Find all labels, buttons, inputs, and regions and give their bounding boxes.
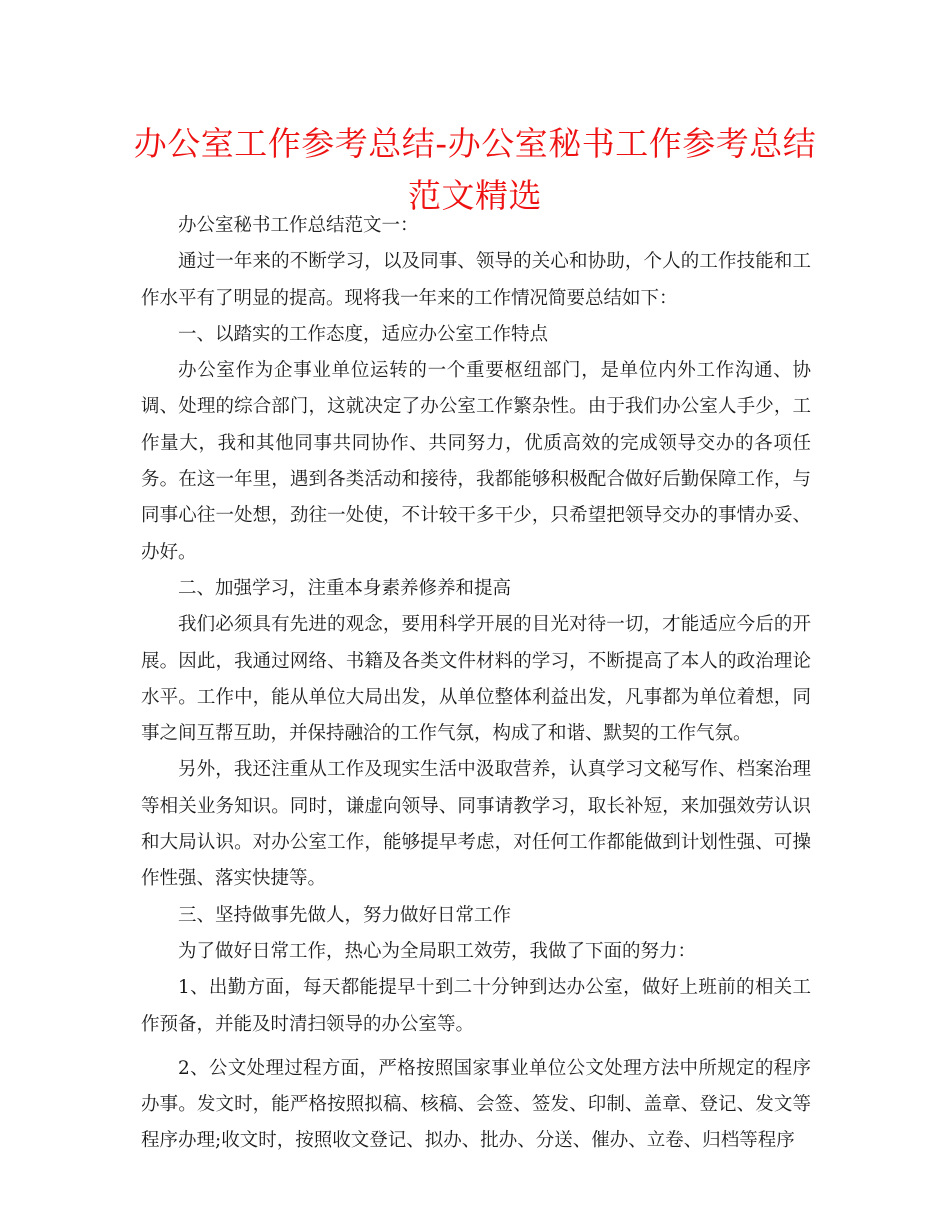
paragraph-section-3-intro: 为了做好日常工作，热心为全局职工效劳，我做了下面的努力： — [178, 940, 697, 962]
document-body — [141, 208, 811, 1160]
list-item-document-processing: 2、公文处理过程方面，严格按照国家事业单位公文处理方法中所规定的程序办事。发文时，能严格按照拟稿、核稿、会签、签发、印制、盖章、登记、发文等程序办理;收文时，按照收文登记、拟办、批办、分送、催办、立卷、归档等程序 — [141, 1057, 811, 1152]
list-item-attendance: 1、出勤方面，每天都能提早十到二十分钟到达办公室，做好上班前的相关工作预备，并能及时清扫领导的办公室等。 — [141, 977, 811, 1035]
document-title: 办公室工作参考总结-办公室秘书工作参考总结范文精选 — [133, 124, 817, 215]
paragraph-section-2b: 另外，我还注重从工作及现实生活中汲取营养，认真学习文秘写作、档案治理等相关业务知识。同时，谦虚向领导、同事请教学习，取长补短，来加强效劳认识和大局认识。对办公室工作，能够提早考虑，对任何工作都能做到计划性强、可操作性强、落实快捷等。 — [141, 759, 811, 890]
paragraph-section-1: 办公室作为企事业单位运转的一个重要枢纽部门，是单位内外工作沟通、协调、处理的综合部门，这就决定了办公室工作繁杂性。由于我们办公室人手少，工作量大，我和其他同事共同协作、共同努力，优质高效的完成领导交办的各项任务。在这一年里，遇到各类活动和接待，我都能够积极配合做好后勤保障工作，与同事心往一处想，劲往一处使，不计较干多干少，只希望把领导交办的事情办妥、办好。 — [141, 360, 811, 563]
section-heading-2: 二、加强学习，注重本身素养修养和提高 — [178, 577, 512, 599]
paragraph-intro-heading: 办公室秘书工作总结范文一： — [178, 215, 419, 236]
section-heading-1: 一、以踏实的工作态度，适应办公室工作特点 — [178, 323, 549, 345]
paragraph-section-2a: 我们必须具有先进的观念，要用科学开展的目光对待一切，才能适应今后的开展。因此，我通过网络、书籍及各类文件材料的学习，不断提高了本人的政治理论水平。工作中，能从单位大局出发，从单位整体利益出发，凡事都为单位着想，同事之间互帮互助，并保持融洽的工作气氛，构成了和谐、默契的工作气氛。 — [141, 614, 811, 745]
section-heading-3: 三、坚持做事先做人，努力做好日常工作 — [178, 904, 512, 926]
paragraph-overview: 通过一年来的不断学习，以及同事、领导的关心和协助，个人的工作技能和工作水平有了明显的提高。现将我一年来的工作情况简要总结如下： — [141, 251, 811, 309]
